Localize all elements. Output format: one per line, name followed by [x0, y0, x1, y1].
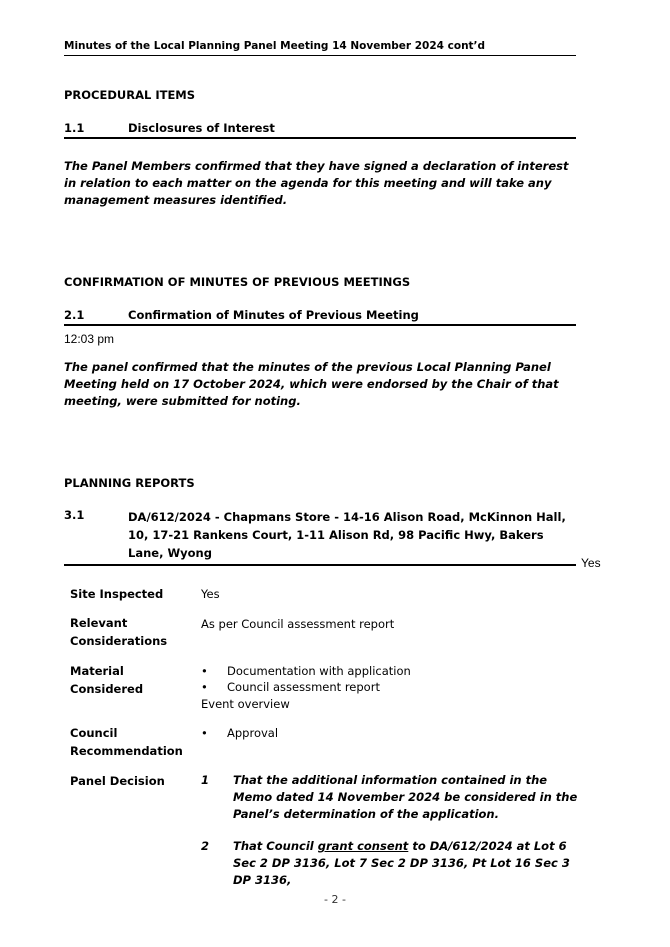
council-recommendation-label: Council Recommendation	[70, 726, 183, 758]
decision-item-2	[201, 838, 581, 889]
meeting-time: 12:03 pm	[64, 332, 115, 346]
material-bullet: • Council assessment report	[201, 680, 380, 694]
section-title: DA/612/2024 - Chapmans Store - 14-16 Alison Road, McKinnon Hall, 10, 17-21 Rankens Court, 1-11 Alison Rd, 98 Pacific Hwy, Bakers Lane, Wyong	[128, 510, 566, 560]
yes-note: Yes	[581, 556, 601, 570]
decision-text: That the additional information contained in the Memo dated 14 November 2024 be considered in the Panel’s determination of the application.	[233, 773, 578, 821]
site-inspected-value: Yes	[201, 587, 220, 601]
decision-text: That Council grant consent to DA/612/2024 at Lot 6 Sec 2 DP 3136, Lot 7 Sec 2 DP 3136, Pt Lot 16 Sec 3 DP 3136,	[233, 839, 570, 887]
planning-reports-heading: PLANNING REPORTS	[64, 476, 195, 490]
confirmation-statement: The panel confirmed that the minutes of the previous Local Planning Panel Meeting held on 17 October 2024, which were endorsed by the Chair of that meeting, were submitted for noting.	[64, 360, 559, 408]
decision-number: 1	[201, 773, 210, 787]
page-header: Minutes of the Local Planning Panel Meeting 14 November 2024 cont’d	[64, 40, 576, 56]
section-title: Confirmation of Minutes of Previous Meeting	[128, 308, 419, 322]
section-3-1-heading	[64, 508, 576, 566]
section-1-1-heading	[64, 121, 576, 139]
material-extra: Event overview	[201, 697, 290, 711]
recommendation-bullet: • Approval	[201, 726, 279, 740]
material-considered-label: Material Considered	[70, 664, 144, 696]
section-number: 1.1	[64, 121, 85, 135]
section-2-1-heading	[64, 308, 576, 326]
panel-decision-label: Panel Decision	[70, 774, 165, 788]
material-bullet: • Documentation with application	[201, 664, 411, 678]
section-number: 2.1	[64, 308, 85, 322]
confirmation-heading: CONFIRMATION OF MINUTES OF PREVIOUS MEETINGS	[64, 275, 411, 289]
grant-consent-phrase: grant consent	[317, 839, 409, 853]
site-inspected-label: Site Inspected	[70, 587, 164, 601]
page-number: - 2 -	[324, 893, 346, 906]
relevant-considerations-label: Relevant Considerations	[70, 616, 168, 648]
decision-item-1	[201, 772, 581, 823]
section-title: Disclosures of Interest	[128, 121, 275, 135]
relevant-considerations-value: As per Council assessment report	[201, 617, 395, 631]
section-number: 3.1	[64, 508, 85, 522]
decision-number: 2	[201, 839, 210, 853]
disclosure-statement: The Panel Members confirmed that they have signed a declaration of interest in relation to each matter on the agenda for this meeting and will take any management measures identified.	[64, 159, 569, 207]
procedural-items-heading: PROCEDURAL ITEMS	[64, 88, 196, 102]
